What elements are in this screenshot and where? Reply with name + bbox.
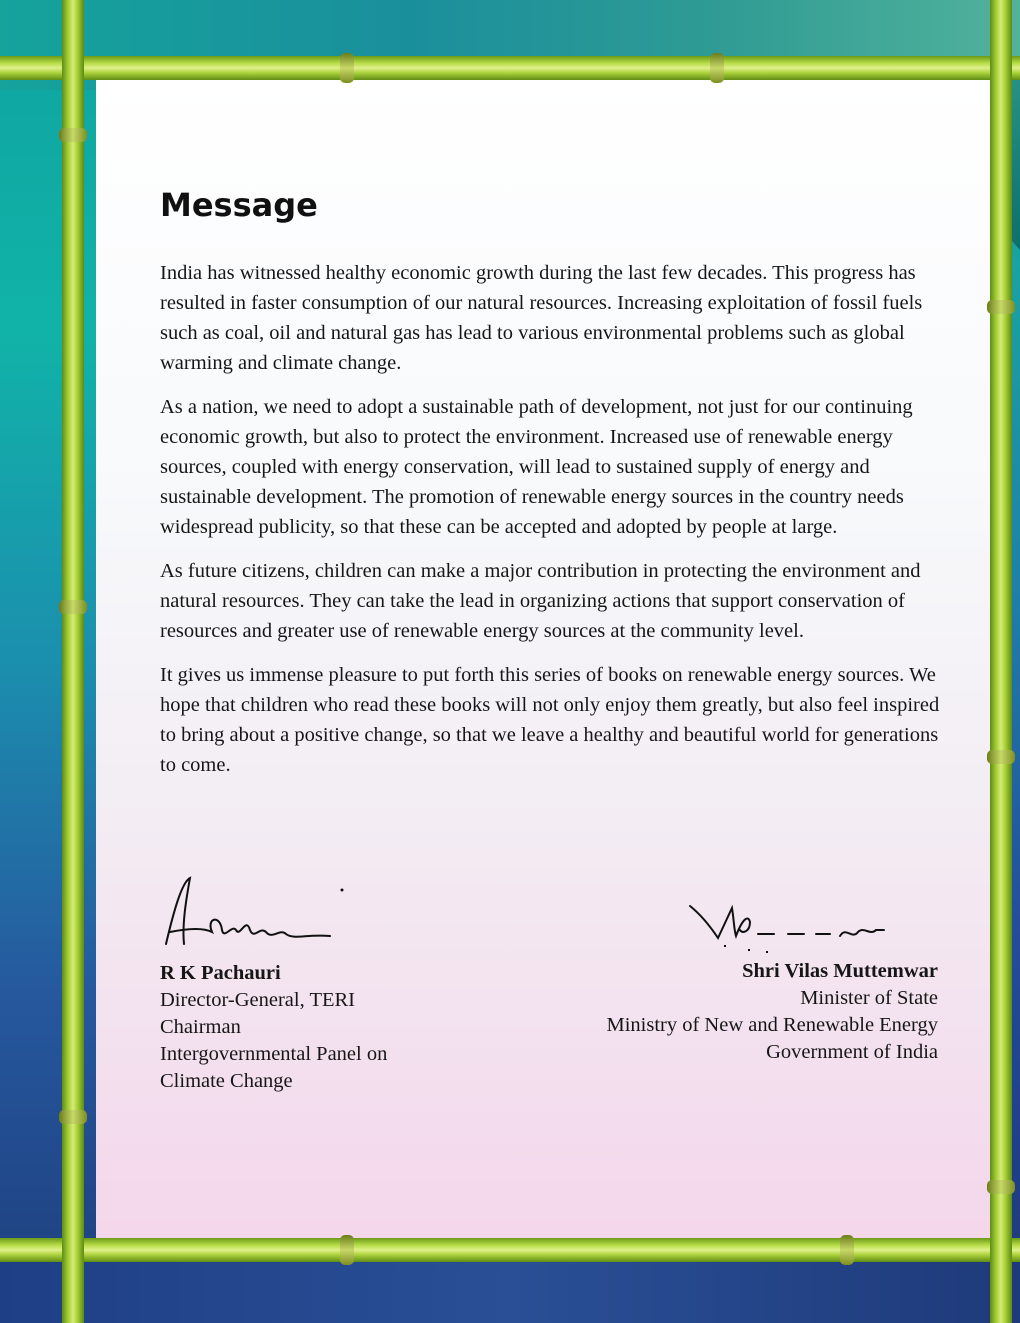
paragraph: India has witnessed healthy economic growth during the last few decades. This progress has resulted in faster consumption of our natural resources. Increasing exploitation of fossil fuels such as coal, oil and natural gas has lead to various environmental problems such as global warming and climate change. (160, 262, 923, 374)
bamboo-left (62, 0, 84, 1323)
signature-pachauri (160, 870, 350, 960)
message-body (160, 186, 940, 794)
bamboo-top (0, 56, 1020, 80)
bamboo-right (990, 0, 1012, 1323)
signatory-name: R K Pachauri (160, 962, 281, 984)
signatory-title: Chairman (160, 1016, 241, 1038)
bamboo-node (987, 1180, 1015, 1194)
signatory-title: Ministry of New and Renewable Energy (606, 1014, 938, 1036)
signatory-left (160, 870, 490, 1095)
bamboo-node (59, 600, 87, 614)
signatory-title: Government of India (766, 1041, 938, 1063)
paragraph: As a nation, we need to adopt a sustainable path of development, not just for our continuing economic growth, but also to protect the environment. Increased use of renewable energy sources, coupled with energy conservation, will lead to sustained supply of energy and sustainable development. The promotion of renewable energy sources in the country needs widespread publicity, so that these can be accepted and adopted by people at large. (160, 396, 913, 538)
page-title: Message (160, 186, 318, 224)
bamboo-node (59, 128, 87, 142)
bamboo-node (987, 300, 1015, 314)
bamboo-node (987, 750, 1015, 764)
signatory-title: Director-General, TERI (160, 989, 356, 1011)
signatory-name: Shri Vilas Muttemwar (742, 960, 938, 982)
signature-muttemwar (688, 900, 938, 958)
paragraph: As future citizens, children can make a major contribution in protecting the environment and natural resources. They can take the lead in organizing actions that support conservation of resources and greater use of renewable energy sources at the community level. (160, 560, 921, 642)
paragraph: It gives us immense pleasure to put forth this series of books on renewable energy sources. We hope that children who read these books will not only enjoy them greatly, but also feel inspired to bring about a positive change, so that we leave a healthy and beautiful world for generations to come. (160, 664, 940, 776)
signatory-title: Minister of State (800, 987, 938, 1009)
signatory-title: Intergovernmental Panel on (160, 1043, 388, 1065)
bamboo-node (340, 1235, 354, 1265)
signatory-right (540, 900, 938, 1066)
signatory-title: Climate Change (160, 1070, 293, 1092)
bamboo-node (840, 1235, 854, 1265)
background-left-panel (0, 0, 100, 1323)
bamboo-node (59, 1110, 87, 1124)
bamboo-node (340, 53, 354, 83)
bamboo-node (710, 53, 724, 83)
bamboo-bottom (0, 1238, 1020, 1262)
